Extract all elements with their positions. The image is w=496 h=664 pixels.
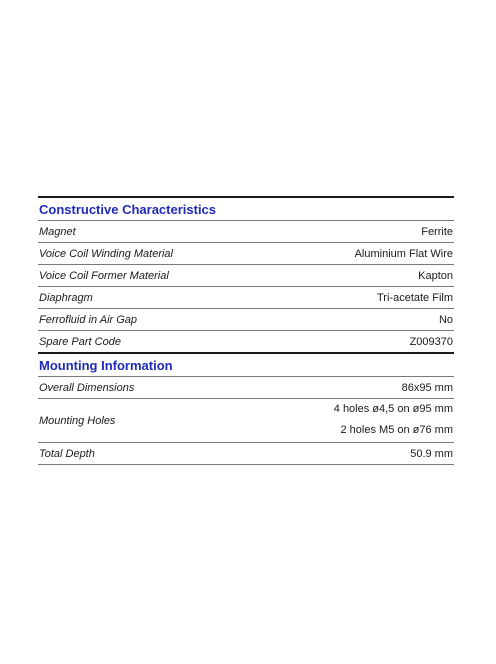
spec-row-ferrofluid [38,309,454,331]
spec-label: Voice Coil Winding Material [39,247,173,260]
spec-value: 4 holes ø4,5 on ø95 mm [333,403,453,415]
spec-row-magnet [38,221,454,243]
spec-values [334,399,454,442]
spec-label: Diaphragm [39,291,93,304]
spec-row-voice-coil-former [38,265,454,287]
spec-value: 50.9 mm [410,447,453,460]
spec-value: 86x95 mm [401,381,453,394]
spec-value: Z009370 [409,335,453,348]
spec-label: Ferrofluid in Air Gap [39,313,138,326]
spec-label: Total Depth [39,447,95,460]
spec-value: Ferrite [421,225,453,238]
mounting-title: Mounting Information [38,354,454,377]
spec-row-mounting-holes [38,399,454,443]
spec-value: Kapton [418,269,453,282]
spec-label: Overall Dimensions [39,381,135,394]
spec-value: Aluminium Flat Wire [354,247,453,260]
spec-row-voice-coil-winding [38,243,454,265]
mounting-section [38,354,454,465]
spec-label: Voice Coil Former Material [39,269,169,282]
spec-value: No [438,313,453,326]
spec-label: Mounting Holes [39,414,116,427]
constructive-section [38,196,454,354]
constructive-title: Constructive Characteristics [38,196,454,221]
spec-sheet [38,196,454,465]
spec-row-overall-dimensions [38,377,454,399]
spec-label: Magnet [39,225,76,238]
spec-row-total-depth [38,443,454,465]
spec-value: Tri-acetate Film [377,291,453,304]
spec-label: Spare Part Code [39,335,121,348]
spec-row-diaphragm [38,287,454,309]
spec-row-spare-part [38,331,454,354]
spec-value: 2 holes M5 on ø76 mm [340,424,453,436]
